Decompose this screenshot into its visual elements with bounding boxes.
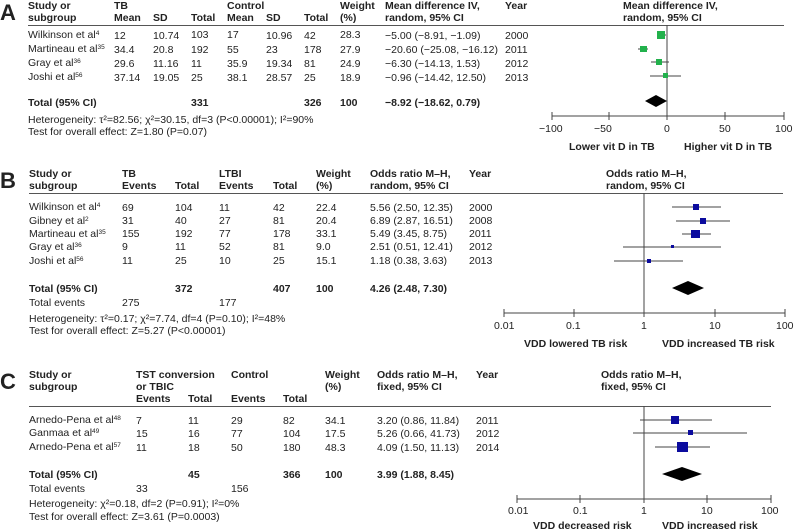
cell: 81 xyxy=(273,241,285,253)
cell: 52 xyxy=(219,241,231,253)
header-effect-method: random, 95% CI xyxy=(385,12,464,24)
study-marker xyxy=(663,73,668,78)
header-group2: Control xyxy=(227,0,265,12)
cell: 25 xyxy=(273,255,285,267)
cell: 82 xyxy=(283,415,295,427)
cell: 69 xyxy=(122,202,134,214)
cell: 28.57 xyxy=(266,72,293,84)
header-weight: Weight xyxy=(340,0,375,12)
total-n1: 45 xyxy=(188,469,200,481)
cell: 25 xyxy=(191,72,203,84)
tick-label: 0.01 xyxy=(508,505,529,517)
total-events-2: 156 xyxy=(231,483,249,495)
panel-letter: A xyxy=(0,0,16,25)
year: 2011 xyxy=(476,415,499,427)
panel-letter: C xyxy=(0,369,16,394)
header-effect: Mean difference IV, xyxy=(385,0,480,12)
study-marker xyxy=(657,31,665,39)
header-g2-total: Total xyxy=(273,180,298,192)
axis-left-label: Lower vit D in TB xyxy=(569,141,655,153)
study-marker xyxy=(677,442,688,452)
header-effect-method: fixed, 95% CI xyxy=(377,381,442,393)
cell: 11 xyxy=(188,415,199,427)
cell: 40 xyxy=(175,215,187,227)
header-subgroup: subgroup xyxy=(29,180,78,192)
header-subgroup: subgroup xyxy=(28,12,77,24)
forest-plot-b xyxy=(504,193,785,317)
reference: 2 xyxy=(85,216,89,223)
study-marker xyxy=(688,430,693,435)
header-study: Study or xyxy=(29,369,72,381)
year: 2000 xyxy=(469,202,493,214)
weight: 9.0 xyxy=(316,241,331,253)
effect: 5.26 (0.66, 41.73) xyxy=(377,428,460,440)
cell: 155 xyxy=(122,228,140,240)
total-events-1: 33 xyxy=(136,483,148,495)
cell: 10.96 xyxy=(266,30,293,42)
header-g1-events: Events xyxy=(136,393,171,405)
study-marker xyxy=(691,230,700,238)
effect: −0.96 (−14.42, 12.50) xyxy=(385,72,486,84)
reference: 4 xyxy=(96,202,101,209)
cell: 16 xyxy=(188,428,200,440)
header-effect: Odds ratio M–H, xyxy=(377,369,458,381)
weight: 34.1 xyxy=(325,415,346,427)
header-group2: LTBI xyxy=(219,168,242,180)
cell: 37.14 xyxy=(114,72,141,84)
weight: 48.3 xyxy=(325,442,346,454)
cell: 81 xyxy=(273,215,285,227)
forest-plot-c xyxy=(517,406,771,503)
markers-b xyxy=(647,204,706,263)
total-n2: 407 xyxy=(273,283,291,295)
study-name: Joshi et al xyxy=(28,71,76,83)
cell: 10.74 xyxy=(153,30,180,42)
total-events-label: Total events xyxy=(29,297,86,309)
study-marker xyxy=(693,204,699,210)
total-n1: 372 xyxy=(175,283,193,295)
weight: 18.9 xyxy=(340,72,361,84)
cell: 9 xyxy=(122,241,128,253)
study-name: Gray et al xyxy=(28,57,74,69)
cell: 180 xyxy=(283,442,301,454)
study-marker xyxy=(671,416,679,424)
header-g1-total: Total xyxy=(188,393,213,405)
total-events-1: 275 xyxy=(122,297,140,309)
cell: 104 xyxy=(283,428,301,440)
study-name: Arnedo-Pena et al xyxy=(29,414,114,426)
overall-effect: Test for overall effect: Z=3.61 (P=0.0003) xyxy=(29,511,220,523)
reference: 4 xyxy=(95,30,100,37)
cell: 23 xyxy=(266,44,278,56)
cell: 42 xyxy=(273,202,285,214)
year: 2011 xyxy=(505,44,528,56)
header-effect-method: random, 95% CI xyxy=(370,180,449,192)
cell: 38.1 xyxy=(227,72,248,84)
reference: 56 xyxy=(76,256,84,263)
tick-label: 10 xyxy=(701,505,713,517)
effect: 5.49 (3.45, 8.75) xyxy=(370,228,448,240)
header-study: Study or xyxy=(28,0,71,12)
axis-left-label: VDD lowered TB risk xyxy=(524,338,628,350)
header-plot: Mean difference IV, xyxy=(623,0,718,12)
header-g1-mean: Mean xyxy=(114,12,141,24)
reference: 36 xyxy=(73,58,81,65)
overall-effect: Test for overall effect: Z=5.27 (P<0.00001) xyxy=(29,325,226,337)
effect: −20.60 (−25.08, −16.12) xyxy=(385,44,498,56)
cell: 19.05 xyxy=(153,72,180,84)
cell: 31 xyxy=(122,215,134,227)
cell: 81 xyxy=(304,58,316,70)
total-label: Total (95% CI) xyxy=(29,283,98,295)
header-g2-mean: Mean xyxy=(227,12,254,24)
forest-plot-a xyxy=(552,25,784,120)
cell: 27 xyxy=(219,215,231,227)
header-year: Year xyxy=(469,168,492,180)
study-marker xyxy=(640,46,647,52)
study-name: Gray et al xyxy=(29,241,75,253)
axis-left-label: VDD decreased risk xyxy=(533,520,632,532)
weight: 17.5 xyxy=(325,428,346,440)
header-g2-events: Events xyxy=(219,180,254,192)
tick-label: 100 xyxy=(761,505,779,517)
axis-right-label: Higher vit D in TB xyxy=(684,141,773,153)
study-marker xyxy=(647,259,651,263)
tick-label: 100 xyxy=(775,123,793,135)
total-events-label: Total events xyxy=(29,483,86,495)
study-name: Martineau et al xyxy=(29,228,99,240)
reference: 35 xyxy=(97,44,105,51)
total-n2: 366 xyxy=(283,469,301,481)
cell: 11.16 xyxy=(153,58,179,70)
total-effect: 4.26 (2.48, 7.30) xyxy=(370,283,448,295)
total-label: Total (95% CI) xyxy=(29,469,98,481)
tick-label: 0.1 xyxy=(573,505,588,517)
header-group1-sub: or TBIC xyxy=(136,381,174,393)
tick-label: 10 xyxy=(709,320,721,332)
year: 2014 xyxy=(476,442,500,454)
cell: 34.4 xyxy=(114,44,135,56)
header-weight-unit: (%) xyxy=(340,12,357,24)
year: 2000 xyxy=(505,30,529,42)
cell: 55 xyxy=(227,44,239,56)
cell: 104 xyxy=(175,202,193,214)
header-plot: Odds ratio M–H, xyxy=(601,369,682,381)
heterogeneity: Heterogeneity: χ²=0.18, df=2 (P=0.91); I²=0% xyxy=(29,498,240,510)
study-marker xyxy=(671,245,674,248)
cell: 11 xyxy=(191,58,202,70)
effect: −6.30 (−14.13, 1.53) xyxy=(385,58,481,70)
study-name: Gibney et al xyxy=(29,215,86,227)
cell: 25 xyxy=(175,255,187,267)
cell: 103 xyxy=(191,29,209,41)
year: 2012 xyxy=(469,241,493,253)
header-g1-events: Events xyxy=(122,180,157,192)
header-subgroup: subgroup xyxy=(29,381,78,393)
cell: 12 xyxy=(114,30,126,42)
cell: 42 xyxy=(304,30,316,42)
year: 2008 xyxy=(469,215,493,227)
cell: 192 xyxy=(175,228,193,240)
header-plot: Odds ratio M–H, xyxy=(606,168,687,180)
header-g2-events: Events xyxy=(231,393,266,405)
cell: 10 xyxy=(219,255,231,267)
tick-label: 0.1 xyxy=(566,320,581,332)
header-g2-total: Total xyxy=(283,393,308,405)
tick-label: −100 xyxy=(539,123,563,135)
tick-label: 1 xyxy=(641,505,647,517)
cell: 17 xyxy=(227,29,239,41)
reference: 36 xyxy=(74,242,82,249)
study-marker xyxy=(700,218,706,224)
header-plot-method: random, 95% CI xyxy=(623,12,702,24)
effect: 2.51 (0.51, 12.41) xyxy=(370,241,453,253)
reference: 48 xyxy=(113,415,121,422)
total-effect: −8.92 (−18.62, 0.79) xyxy=(385,97,481,109)
header-weight: Weight xyxy=(316,168,351,180)
header-g2-total: Total xyxy=(304,12,329,24)
year: 2012 xyxy=(505,58,529,70)
cell: 11 xyxy=(122,255,133,267)
cell: 29 xyxy=(231,415,243,427)
header-g2-sd: SD xyxy=(266,12,281,24)
header-year: Year xyxy=(476,369,499,381)
cell: 11 xyxy=(175,241,186,253)
cell: 29.6 xyxy=(114,58,135,70)
weight: 33.1 xyxy=(316,228,337,240)
cell: 77 xyxy=(231,428,243,440)
total-weight: 100 xyxy=(316,283,334,295)
effect: −5.00 (−8.91, −1.09) xyxy=(385,30,481,42)
pooled-diamond xyxy=(645,95,667,107)
pooled-diamond xyxy=(662,467,702,481)
cell: 192 xyxy=(191,44,209,56)
study-name: Ganmaa et al xyxy=(29,427,93,439)
header-study: Study or xyxy=(29,168,72,180)
header-plot-method: random, 95% CI xyxy=(606,180,685,192)
total-n1: 331 xyxy=(191,97,209,109)
cell: 77 xyxy=(219,228,231,240)
study-marker xyxy=(656,59,662,65)
effect: 3.20 (0.86, 11.84) xyxy=(377,415,460,427)
axis-right-label: VDD increased TB risk xyxy=(662,338,775,350)
header-group1: TB xyxy=(122,168,136,180)
cell: 35.9 xyxy=(227,58,248,70)
header-group1: TST conversion xyxy=(136,369,215,381)
cell: 11 xyxy=(136,442,147,454)
panel-letter: B xyxy=(0,168,16,193)
heterogeneity: Heterogeneity: τ²=0.17; χ²=7.74, df=4 (P=0.10); I²=48% xyxy=(29,313,286,325)
overall-effect: Test for overall effect: Z=1.80 (P=0.07) xyxy=(28,126,207,138)
cell: 7 xyxy=(136,415,142,427)
total-label: Total (95% CI) xyxy=(28,97,97,109)
header-plot-method: fixed, 95% CI xyxy=(601,381,666,393)
cell: 11 xyxy=(219,202,230,214)
study-name: Martineau et al xyxy=(28,43,98,55)
weight: 24.9 xyxy=(340,58,361,70)
cell: 18 xyxy=(188,442,200,454)
year: 2013 xyxy=(505,72,529,84)
total-n2: 326 xyxy=(304,97,322,109)
header-group1: TB xyxy=(114,0,128,12)
study-name: Wilkinson et al xyxy=(29,201,97,213)
cell: 178 xyxy=(304,44,322,56)
reference: 35 xyxy=(98,229,106,236)
total-weight: 100 xyxy=(325,469,343,481)
header-group2: Control xyxy=(231,369,269,381)
effect: 6.89 (2.87, 16.51) xyxy=(370,215,453,227)
weight: 15.1 xyxy=(316,255,337,267)
cell: 15 xyxy=(136,428,148,440)
study-name: Wilkinson et al xyxy=(28,29,96,41)
weight: 28.3 xyxy=(340,29,361,41)
reference: 56 xyxy=(75,72,83,79)
cell: 20.8 xyxy=(153,44,174,56)
effect: 4.09 (1.50, 11.13) xyxy=(377,442,460,454)
tick-label: 1 xyxy=(641,320,647,332)
tick-label: −50 xyxy=(594,123,612,135)
header-g1-sd: SD xyxy=(153,12,168,24)
reference: 49 xyxy=(92,428,100,435)
cell: 19.34 xyxy=(266,58,293,70)
year: 2013 xyxy=(469,255,493,267)
study-name: Joshi et al xyxy=(29,255,77,267)
header-g1-total: Total xyxy=(175,180,200,192)
cell: 50 xyxy=(231,442,243,454)
weight: 22.4 xyxy=(316,202,337,214)
axis-right-label: VDD increased risk xyxy=(662,520,758,532)
study-name: Arnedo-Pena et al xyxy=(29,441,114,453)
markers-a xyxy=(640,31,668,78)
header-g1-total: Total xyxy=(191,12,216,24)
heterogeneity: Heterogeneity: τ²=82.56; χ²=30.15, df=3 (P<0.00001); I²=90% xyxy=(28,114,314,126)
total-effect: 3.99 (1.88, 8.45) xyxy=(377,469,455,481)
year: 2012 xyxy=(476,428,500,440)
year: 2011 xyxy=(469,228,492,240)
header-effect: Odds ratio M–H, xyxy=(370,168,451,180)
reference: 57 xyxy=(113,442,121,449)
tick-label: 0.01 xyxy=(494,320,515,332)
effect: 5.56 (2.50, 12.35) xyxy=(370,202,453,214)
cell: 25 xyxy=(304,72,316,84)
header-year: Year xyxy=(505,0,528,12)
weight: 27.9 xyxy=(340,44,361,56)
total-weight: 100 xyxy=(340,97,358,109)
effect: 1.18 (0.38, 3.63) xyxy=(370,255,448,267)
cell: 178 xyxy=(273,228,291,240)
tick-label: 0 xyxy=(664,123,670,135)
weight: 20.4 xyxy=(316,215,337,227)
tick-label: 50 xyxy=(719,123,731,135)
header-weight: Weight xyxy=(325,369,360,381)
header-weight-unit: (%) xyxy=(316,180,333,192)
header-weight-unit: (%) xyxy=(325,381,342,393)
pooled-diamond xyxy=(672,281,704,295)
total-events-2: 177 xyxy=(219,297,237,309)
tick-label: 100 xyxy=(776,320,794,332)
